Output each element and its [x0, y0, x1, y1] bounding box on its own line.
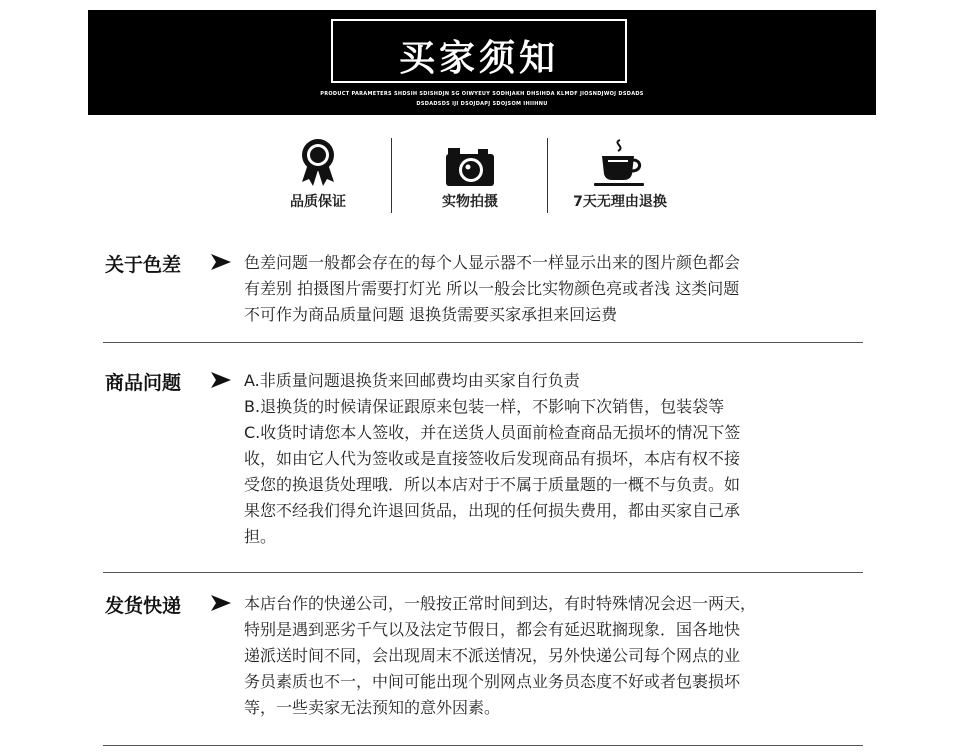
banner-subtitle-line-1: PRODUCT PARAMETERS SHDSIH SDISHDJN SG OIWYEUY SODHJAKH DHSIHDA KLMDF JIOSNDJWOJ DSDADS — [320, 91, 644, 97]
page-title: 买家须知 — [398, 38, 559, 79]
section-line: 果您不经我们得允许退回货品，出现的任何损失费用，都由买家自己承 — [244, 501, 741, 520]
section-line: 务员素质也不一，中间可能出现个别网点业务员态度不好或者包裹损坏 — [244, 672, 741, 691]
arrow-right-icon — [210, 370, 232, 394]
badge-quality — [243, 133, 393, 223]
section-title: 关于色差 — [105, 254, 182, 276]
badge-label-return: 7天无理由退换 — [573, 194, 667, 210]
section-body — [244, 368, 866, 550]
section-line: 色差问题一般都会存在的每个人显示器不一样显示出来的图片颜色都会 — [244, 253, 741, 272]
arrow-right-icon — [210, 252, 232, 276]
section-line: 等，一些卖家无法预知的意外因素。 — [244, 698, 501, 717]
section-line: B.退换货的时候请保证跟原来包装一样，不影响下次销售，包装袋等 — [244, 397, 725, 416]
banner-subtitle-line-2: DSDADSDS IJI DSOJDAPJ SDOJSOM IHIIHNU — [416, 101, 548, 107]
header-banner — [88, 10, 876, 115]
coffee-cup-icon — [590, 138, 650, 194]
camera-icon — [444, 138, 496, 192]
section-divider — [103, 342, 863, 343]
section-line: 受您的换退货处理哦．所以本店对于不属于质量题的一概不与负责。如 — [244, 475, 741, 494]
section-line: 特别是遇到恶劣千气以及法定节假日，都会有延迟耽搁现象．国各地快 — [244, 620, 741, 639]
section-line: A.非质量问题退换货来回邮费均由买家自行负责 — [244, 371, 580, 390]
badge-label-quality: 品质保证 — [290, 194, 346, 210]
section-body — [244, 591, 866, 721]
title-frame — [331, 19, 627, 83]
badge-return — [545, 133, 695, 223]
section-title: 发货快递 — [105, 595, 182, 617]
section-line: 担。 — [244, 527, 277, 546]
section-divider — [103, 572, 863, 573]
section-title: 商品问题 — [105, 372, 182, 394]
section-line: 收，如由它人代为签收或是直接签收后发现商品有损坏，本店有权不接 — [244, 449, 741, 468]
section-divider — [103, 745, 863, 746]
badge-photo — [395, 133, 545, 223]
arrow-right-icon — [210, 593, 232, 617]
section-line: 递派送时间不同，会出现周末不派送情况，另外快递公司每个网点的业 — [244, 646, 741, 665]
section-line: 本店台作的快递公司，一般按正常时间到达，有时特殊情况会迟一两天， — [244, 594, 757, 613]
badge-divider — [391, 138, 392, 213]
section-line: 有差别 拍摄图片需要打灯光 所以一般会比实物颜色亮或者浅 这类问题 — [244, 279, 740, 298]
section-line: 不可作为商品质量问题 退换货需要买家承担来回运费 — [244, 305, 618, 324]
section-body — [244, 250, 866, 328]
section-line: C.收货时请您本人签收，并在送货人员面前检查商品无损坏的情况下签 — [244, 423, 741, 442]
ribbon-award-icon — [298, 138, 338, 192]
badge-label-photo: 实物拍摄 — [442, 194, 498, 210]
